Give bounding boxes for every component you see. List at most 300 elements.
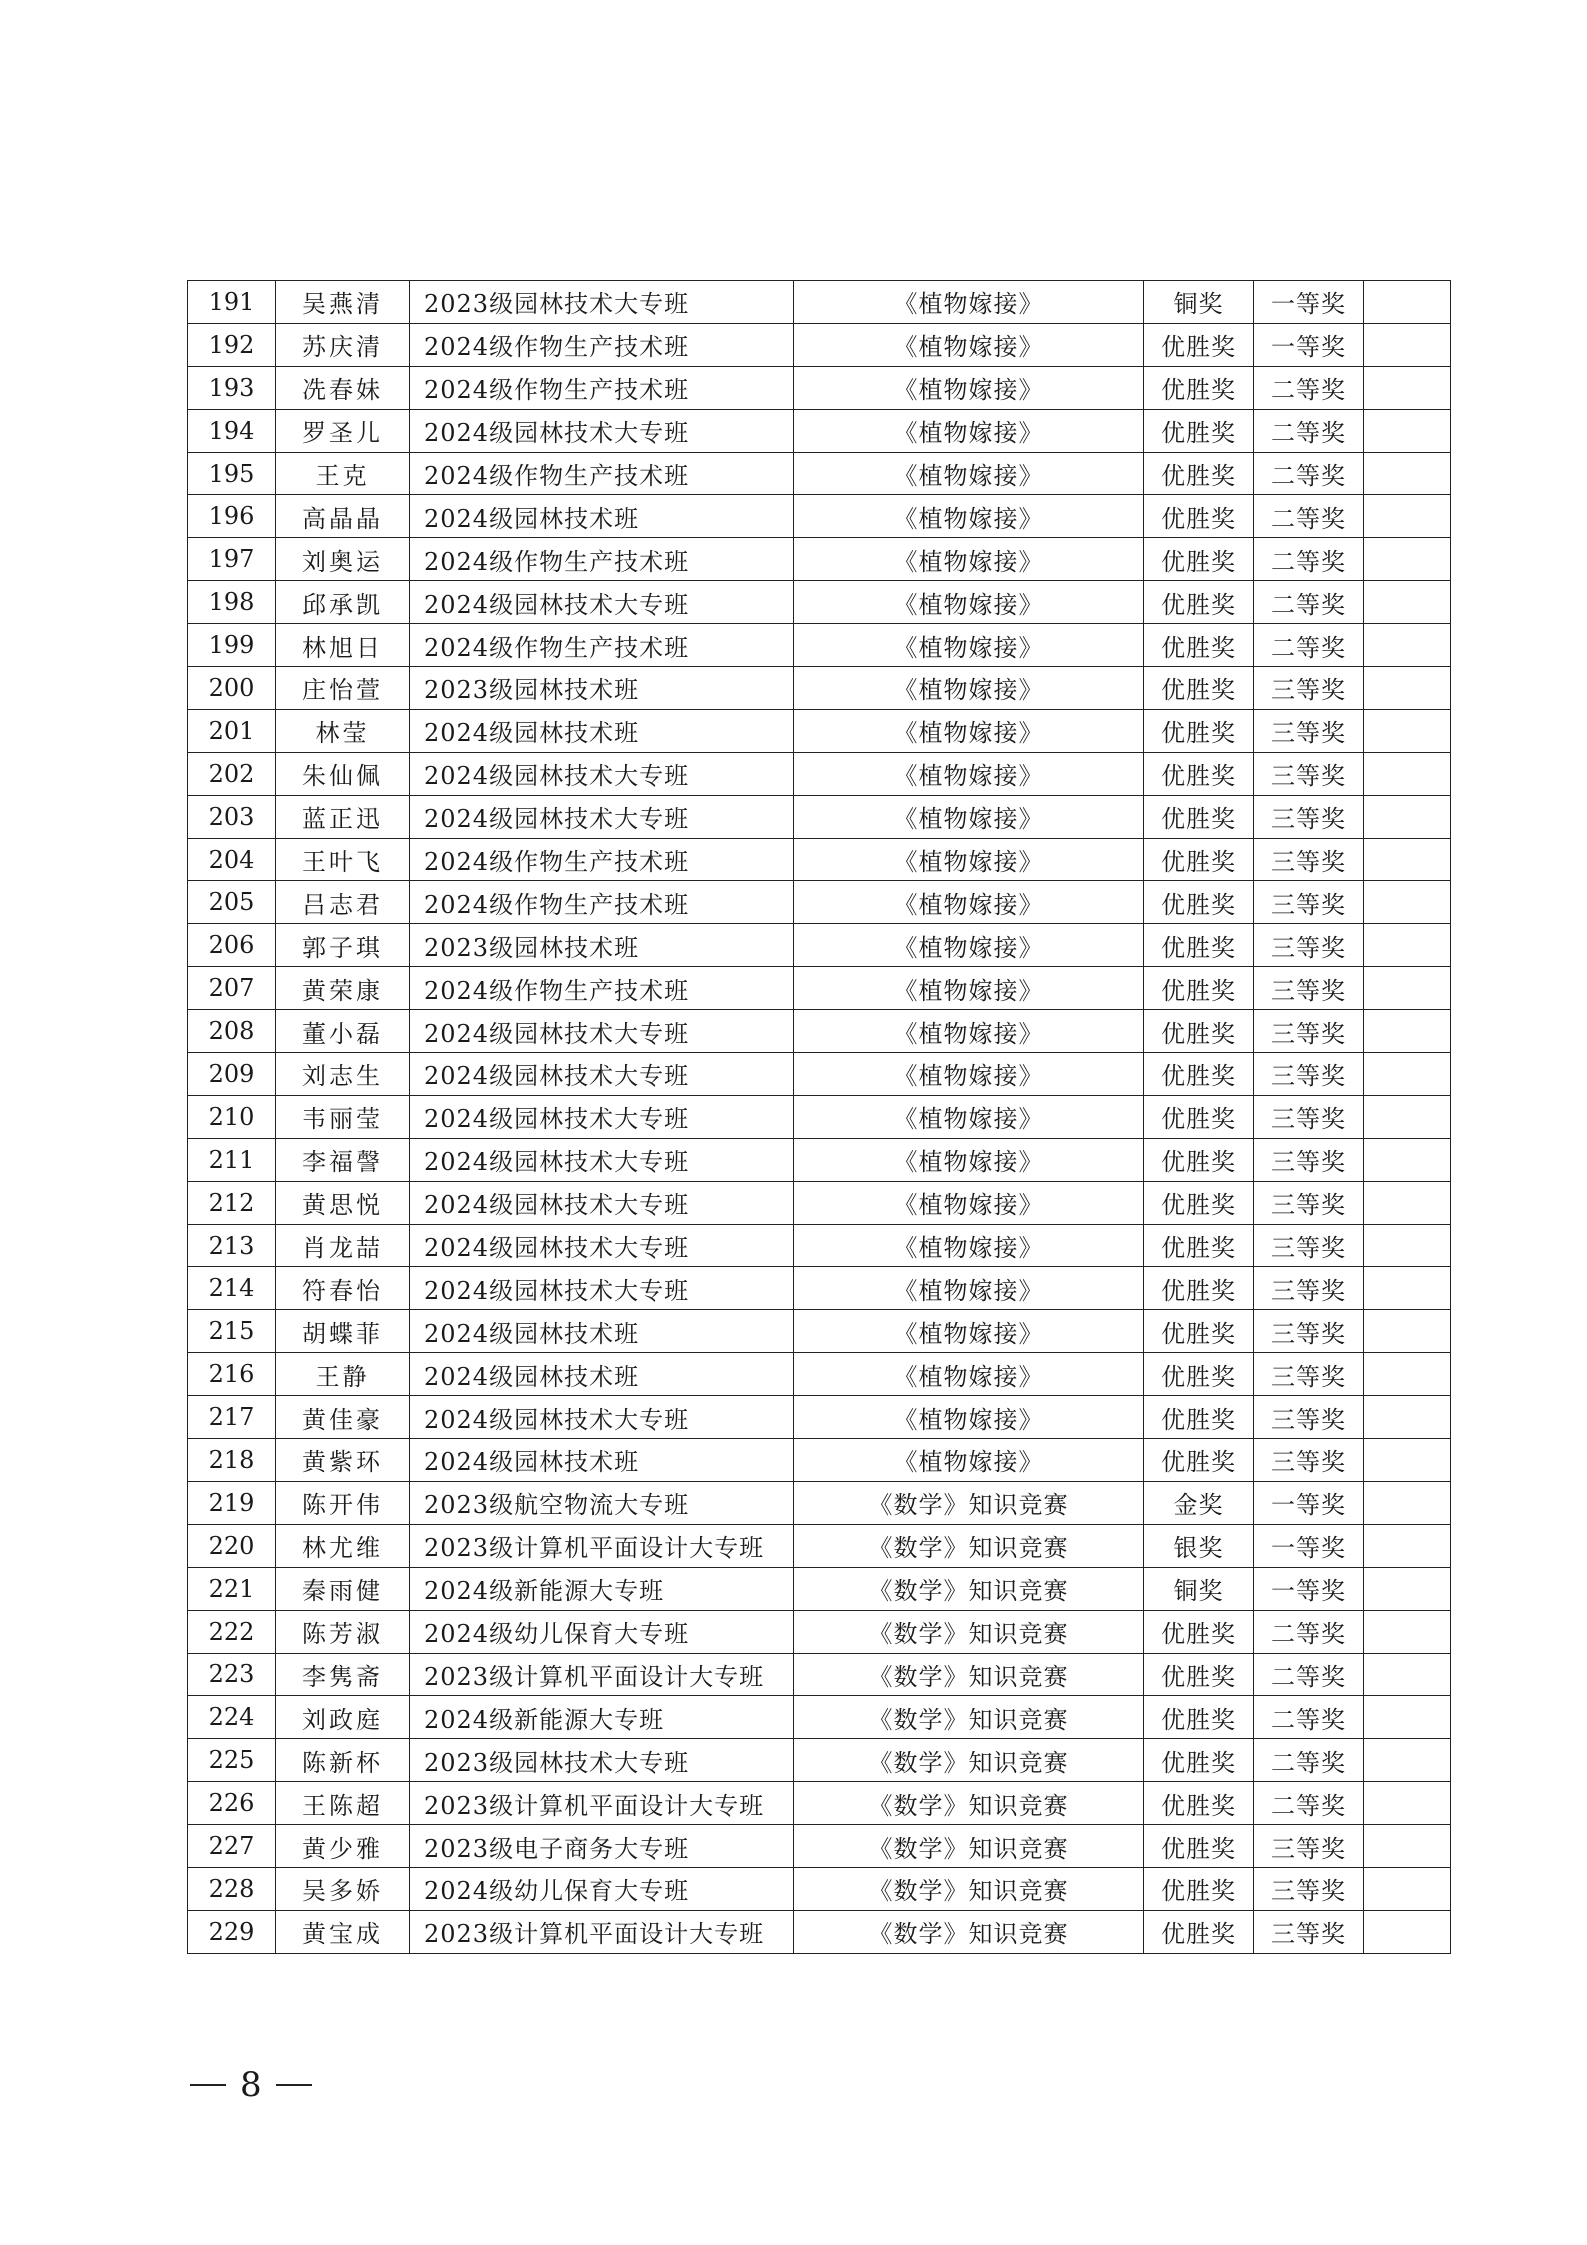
cell-number: 228	[188, 1867, 276, 1910]
cell-name: 刘政庭	[276, 1696, 410, 1739]
cell-class: 2024级作物生产技术班	[410, 967, 794, 1010]
cell-number: 221	[188, 1567, 276, 1610]
cell-award: 优胜奖	[1144, 1181, 1254, 1224]
table-row	[188, 1310, 1451, 1353]
table-row	[188, 881, 1451, 924]
cell-competition: 《植物嫁接》	[794, 1181, 1144, 1224]
cell-name: 陈芳淑	[276, 1610, 410, 1653]
cell-class: 2023级计算机平面设计大专班	[410, 1782, 794, 1825]
cell-class: 2024级园林技术大专班	[410, 795, 794, 838]
cell-award: 优胜奖	[1144, 752, 1254, 795]
table-row	[188, 1095, 1451, 1138]
cell-award: 优胜奖	[1144, 538, 1254, 581]
cell-name: 庄怡萱	[276, 667, 410, 710]
cell-name: 林旭日	[276, 624, 410, 667]
cell-grade: 三等奖	[1254, 881, 1364, 924]
cell-class: 2023级园林技术大专班	[410, 281, 794, 324]
cell-competition: 《植物嫁接》	[794, 1095, 1144, 1138]
cell-number: 201	[188, 709, 276, 752]
cell-number: 199	[188, 624, 276, 667]
table-row	[188, 838, 1451, 881]
cell-grade: 三等奖	[1254, 1867, 1364, 1910]
cell-remark	[1364, 323, 1451, 366]
cell-competition: 《植物嫁接》	[794, 1010, 1144, 1053]
cell-class: 2023级园林技术班	[410, 667, 794, 710]
cell-grade: 一等奖	[1254, 1481, 1364, 1524]
footer-left-dash	[190, 2084, 226, 2086]
cell-class: 2023级电子商务大专班	[410, 1825, 794, 1868]
cell-grade: 一等奖	[1254, 1567, 1364, 1610]
table-row	[188, 1567, 1451, 1610]
cell-grade: 三等奖	[1254, 795, 1364, 838]
cell-number: 229	[188, 1910, 276, 1953]
cell-remark	[1364, 752, 1451, 795]
table-row	[188, 1181, 1451, 1224]
cell-remark	[1364, 1224, 1451, 1267]
cell-grade: 二等奖	[1254, 538, 1364, 581]
cell-grade: 三等奖	[1254, 667, 1364, 710]
cell-number: 200	[188, 667, 276, 710]
cell-number: 205	[188, 881, 276, 924]
cell-award: 优胜奖	[1144, 1439, 1254, 1482]
cell-award: 优胜奖	[1144, 1653, 1254, 1696]
cell-grade: 二等奖	[1254, 1696, 1364, 1739]
cell-competition: 《植物嫁接》	[794, 1224, 1144, 1267]
cell-competition: 《数学》知识竞赛	[794, 1653, 1144, 1696]
cell-competition: 《植物嫁接》	[794, 323, 1144, 366]
cell-number: 223	[188, 1653, 276, 1696]
cell-grade: 三等奖	[1254, 1138, 1364, 1181]
cell-competition: 《植物嫁接》	[794, 838, 1144, 881]
cell-remark	[1364, 1739, 1451, 1782]
cell-remark	[1364, 1053, 1451, 1096]
cell-number: 225	[188, 1739, 276, 1782]
cell-grade: 三等奖	[1254, 752, 1364, 795]
cell-class: 2024级园林技术大专班	[410, 1095, 794, 1138]
cell-grade: 二等奖	[1254, 1653, 1364, 1696]
cell-award: 优胜奖	[1144, 1267, 1254, 1310]
cell-class: 2024级园林技术大专班	[410, 1396, 794, 1439]
cell-number: 206	[188, 924, 276, 967]
cell-grade: 二等奖	[1254, 581, 1364, 624]
cell-name: 黄思悦	[276, 1181, 410, 1224]
table-row	[188, 366, 1451, 409]
cell-award: 金奖	[1144, 1481, 1254, 1524]
cell-competition: 《数学》知识竞赛	[794, 1782, 1144, 1825]
cell-remark	[1364, 1181, 1451, 1224]
cell-award: 优胜奖	[1144, 1696, 1254, 1739]
cell-award: 优胜奖	[1144, 667, 1254, 710]
cell-number: 227	[188, 1825, 276, 1868]
cell-award: 优胜奖	[1144, 1224, 1254, 1267]
cell-competition: 《植物嫁接》	[794, 1439, 1144, 1482]
cell-remark	[1364, 581, 1451, 624]
cell-grade: 二等奖	[1254, 624, 1364, 667]
cell-number: 211	[188, 1138, 276, 1181]
cell-number: 208	[188, 1010, 276, 1053]
cell-remark	[1364, 1267, 1451, 1310]
cell-competition: 《数学》知识竞赛	[794, 1910, 1144, 1953]
cell-class: 2024级园林技术班	[410, 709, 794, 752]
cell-name: 林尤维	[276, 1524, 410, 1567]
cell-number: 215	[188, 1310, 276, 1353]
cell-competition: 《植物嫁接》	[794, 409, 1144, 452]
page-number: 8	[240, 2065, 262, 2105]
cell-grade: 二等奖	[1254, 1610, 1364, 1653]
cell-grade: 二等奖	[1254, 495, 1364, 538]
cell-name: 吴燕清	[276, 281, 410, 324]
cell-competition: 《植物嫁接》	[794, 366, 1144, 409]
cell-award: 优胜奖	[1144, 709, 1254, 752]
cell-award: 优胜奖	[1144, 624, 1254, 667]
cell-class: 2024级新能源大专班	[410, 1696, 794, 1739]
cell-name: 韦丽莹	[276, 1095, 410, 1138]
cell-remark	[1364, 1138, 1451, 1181]
cell-grade: 三等奖	[1254, 838, 1364, 881]
cell-award: 优胜奖	[1144, 495, 1254, 538]
cell-class: 2024级园林技术大专班	[410, 409, 794, 452]
cell-award: 铜奖	[1144, 281, 1254, 324]
cell-remark	[1364, 1653, 1451, 1696]
table-row	[188, 1782, 1451, 1825]
cell-remark	[1364, 281, 1451, 324]
cell-class: 2024级园林技术大专班	[410, 581, 794, 624]
cell-remark	[1364, 667, 1451, 710]
cell-number: 207	[188, 967, 276, 1010]
table-row	[188, 581, 1451, 624]
cell-name: 朱仙佩	[276, 752, 410, 795]
cell-class: 2023级园林技术大专班	[410, 1739, 794, 1782]
cell-number: 220	[188, 1524, 276, 1567]
cell-name: 王克	[276, 452, 410, 495]
cell-award: 优胜奖	[1144, 1910, 1254, 1953]
cell-name: 黄佳豪	[276, 1396, 410, 1439]
cell-competition: 《植物嫁接》	[794, 581, 1144, 624]
cell-competition: 《数学》知识竞赛	[794, 1739, 1144, 1782]
cell-remark	[1364, 366, 1451, 409]
cell-number: 222	[188, 1610, 276, 1653]
cell-class: 2024级园林技术班	[410, 1439, 794, 1482]
table-row	[188, 1825, 1451, 1868]
cell-award: 优胜奖	[1144, 881, 1254, 924]
cell-number: 210	[188, 1095, 276, 1138]
cell-competition: 《数学》知识竞赛	[794, 1867, 1144, 1910]
table-row	[188, 1867, 1451, 1910]
table-body	[188, 281, 1451, 1954]
cell-number: 219	[188, 1481, 276, 1524]
cell-remark	[1364, 1696, 1451, 1739]
cell-class: 2024级作物生产技术班	[410, 452, 794, 495]
cell-name: 刘志生	[276, 1053, 410, 1096]
cell-grade: 二等奖	[1254, 409, 1364, 452]
cell-award: 优胜奖	[1144, 838, 1254, 881]
table-row	[188, 1267, 1451, 1310]
cell-number: 195	[188, 452, 276, 495]
cell-award: 优胜奖	[1144, 795, 1254, 838]
cell-number: 218	[188, 1439, 276, 1482]
cell-class: 2024级园林技术大专班	[410, 1181, 794, 1224]
cell-competition: 《数学》知识竞赛	[794, 1524, 1144, 1567]
table-row	[188, 323, 1451, 366]
cell-competition: 《植物嫁接》	[794, 495, 1144, 538]
cell-grade: 二等奖	[1254, 1739, 1364, 1782]
cell-class: 2024级园林技术班	[410, 1353, 794, 1396]
cell-name: 李隽斋	[276, 1653, 410, 1696]
cell-remark	[1364, 1353, 1451, 1396]
table-row	[188, 624, 1451, 667]
cell-number: 202	[188, 752, 276, 795]
cell-award: 优胜奖	[1144, 581, 1254, 624]
cell-number: 209	[188, 1053, 276, 1096]
cell-name: 秦雨健	[276, 1567, 410, 1610]
cell-grade: 三等奖	[1254, 1825, 1364, 1868]
table-row	[188, 967, 1451, 1010]
cell-name: 高晶晶	[276, 495, 410, 538]
cell-competition: 《数学》知识竞赛	[794, 1696, 1144, 1739]
cell-award: 优胜奖	[1144, 1610, 1254, 1653]
cell-grade: 三等奖	[1254, 1910, 1364, 1953]
cell-class: 2024级园林技术班	[410, 1310, 794, 1353]
cell-name: 黄紫环	[276, 1439, 410, 1482]
cell-class: 2024级园林技术大专班	[410, 752, 794, 795]
table-row	[188, 1439, 1451, 1482]
cell-award: 优胜奖	[1144, 1138, 1254, 1181]
cell-name: 符春怡	[276, 1267, 410, 1310]
cell-name: 苏庆清	[276, 323, 410, 366]
table-row	[188, 1053, 1451, 1096]
cell-remark	[1364, 1524, 1451, 1567]
table-row	[188, 1010, 1451, 1053]
table-row	[188, 1524, 1451, 1567]
table-row	[188, 409, 1451, 452]
cell-name: 肖龙喆	[276, 1224, 410, 1267]
cell-class: 2023级计算机平面设计大专班	[410, 1910, 794, 1953]
cell-name: 林莹	[276, 709, 410, 752]
cell-name: 冼春妹	[276, 366, 410, 409]
cell-remark	[1364, 795, 1451, 838]
cell-grade: 一等奖	[1254, 1524, 1364, 1567]
cell-award: 优胜奖	[1144, 366, 1254, 409]
cell-name: 黄宝成	[276, 1910, 410, 1953]
cell-remark	[1364, 624, 1451, 667]
cell-remark	[1364, 1825, 1451, 1868]
cell-competition: 《数学》知识竞赛	[794, 1567, 1144, 1610]
cell-competition: 《植物嫁接》	[794, 1138, 1144, 1181]
cell-award: 优胜奖	[1144, 1053, 1254, 1096]
cell-number: 214	[188, 1267, 276, 1310]
cell-remark	[1364, 924, 1451, 967]
cell-class: 2024级园林技术大专班	[410, 1010, 794, 1053]
cell-competition: 《植物嫁接》	[794, 924, 1144, 967]
cell-award: 优胜奖	[1144, 1739, 1254, 1782]
table-row	[188, 281, 1451, 324]
cell-class: 2023级计算机平面设计大专班	[410, 1653, 794, 1696]
cell-remark	[1364, 538, 1451, 581]
cell-number: 226	[188, 1782, 276, 1825]
table-row	[188, 795, 1451, 838]
cell-name: 李福謦	[276, 1138, 410, 1181]
cell-name: 黄荣康	[276, 967, 410, 1010]
cell-class: 2024级园林技术大专班	[410, 1138, 794, 1181]
cell-number: 191	[188, 281, 276, 324]
table-row	[188, 1224, 1451, 1267]
table-row	[188, 1610, 1451, 1653]
cell-remark	[1364, 1481, 1451, 1524]
cell-class: 2024级作物生产技术班	[410, 624, 794, 667]
table-row	[188, 924, 1451, 967]
table-row	[188, 667, 1451, 710]
table-row	[188, 1138, 1451, 1181]
cell-name: 陈新杯	[276, 1739, 410, 1782]
cell-remark	[1364, 1910, 1451, 1953]
cell-number: 203	[188, 795, 276, 838]
cell-number: 217	[188, 1396, 276, 1439]
cell-class: 2023级航空物流大专班	[410, 1481, 794, 1524]
cell-remark	[1364, 495, 1451, 538]
cell-remark	[1364, 1567, 1451, 1610]
cell-competition: 《植物嫁接》	[794, 1267, 1144, 1310]
cell-number: 196	[188, 495, 276, 538]
cell-remark	[1364, 1010, 1451, 1053]
cell-award: 银奖	[1144, 1524, 1254, 1567]
cell-name: 陈开伟	[276, 1481, 410, 1524]
cell-grade: 三等奖	[1254, 924, 1364, 967]
cell-remark	[1364, 881, 1451, 924]
cell-remark	[1364, 1782, 1451, 1825]
cell-grade: 二等奖	[1254, 366, 1364, 409]
cell-competition: 《植物嫁接》	[794, 281, 1144, 324]
cell-grade: 三等奖	[1254, 1053, 1364, 1096]
cell-class: 2024级幼儿保育大专班	[410, 1610, 794, 1653]
cell-name: 吴多娇	[276, 1867, 410, 1910]
cell-grade: 三等奖	[1254, 1439, 1364, 1482]
cell-competition: 《植物嫁接》	[794, 1396, 1144, 1439]
cell-class: 2024级幼儿保育大专班	[410, 1867, 794, 1910]
cell-award: 优胜奖	[1144, 924, 1254, 967]
cell-name: 郭子琪	[276, 924, 410, 967]
page-footer	[190, 2065, 312, 2105]
awards-table	[187, 280, 1451, 1954]
cell-name: 蓝正迅	[276, 795, 410, 838]
cell-grade: 一等奖	[1254, 281, 1364, 324]
table-row	[188, 495, 1451, 538]
table-row	[188, 709, 1451, 752]
cell-award: 优胜奖	[1144, 1396, 1254, 1439]
cell-grade: 三等奖	[1254, 709, 1364, 752]
cell-class: 2024级作物生产技术班	[410, 538, 794, 581]
cell-competition: 《植物嫁接》	[794, 881, 1144, 924]
cell-remark	[1364, 1867, 1451, 1910]
cell-competition: 《植物嫁接》	[794, 538, 1144, 581]
cell-competition: 《数学》知识竞赛	[794, 1481, 1144, 1524]
cell-class: 2024级园林技术大专班	[410, 1053, 794, 1096]
cell-number: 212	[188, 1181, 276, 1224]
cell-grade: 二等奖	[1254, 452, 1364, 495]
table-row	[188, 1353, 1451, 1396]
cell-remark	[1364, 452, 1451, 495]
cell-award: 铜奖	[1144, 1567, 1254, 1610]
cell-grade: 三等奖	[1254, 1095, 1364, 1138]
cell-award: 优胜奖	[1144, 323, 1254, 366]
cell-class: 2024级园林技术大专班	[410, 1224, 794, 1267]
table-row	[188, 1396, 1451, 1439]
cell-number: 204	[188, 838, 276, 881]
cell-number: 224	[188, 1696, 276, 1739]
cell-competition: 《植物嫁接》	[794, 452, 1144, 495]
cell-remark	[1364, 1396, 1451, 1439]
cell-grade: 一等奖	[1254, 323, 1364, 366]
cell-number: 197	[188, 538, 276, 581]
cell-number: 194	[188, 409, 276, 452]
cell-remark	[1364, 967, 1451, 1010]
cell-remark	[1364, 1610, 1451, 1653]
cell-award: 优胜奖	[1144, 1095, 1254, 1138]
cell-award: 优胜奖	[1144, 452, 1254, 495]
cell-grade: 二等奖	[1254, 1782, 1364, 1825]
cell-grade: 三等奖	[1254, 1267, 1364, 1310]
cell-class: 2024级作物生产技术班	[410, 323, 794, 366]
cell-grade: 三等奖	[1254, 1181, 1364, 1224]
footer-right-dash	[276, 2084, 312, 2086]
cell-competition: 《植物嫁接》	[794, 967, 1144, 1010]
cell-remark	[1364, 1310, 1451, 1353]
cell-class: 2024级园林技术班	[410, 495, 794, 538]
cell-award: 优胜奖	[1144, 409, 1254, 452]
cell-award: 优胜奖	[1144, 1825, 1254, 1868]
table-row	[188, 452, 1451, 495]
cell-name: 邱承凯	[276, 581, 410, 624]
cell-competition: 《数学》知识竞赛	[794, 1610, 1144, 1653]
cell-remark	[1364, 1095, 1451, 1138]
cell-competition: 《植物嫁接》	[794, 709, 1144, 752]
cell-competition: 《植物嫁接》	[794, 1353, 1144, 1396]
cell-number: 216	[188, 1353, 276, 1396]
cell-class: 2023级计算机平面设计大专班	[410, 1524, 794, 1567]
cell-grade: 三等奖	[1254, 1396, 1364, 1439]
table-row	[188, 752, 1451, 795]
cell-award: 优胜奖	[1144, 1867, 1254, 1910]
cell-competition: 《植物嫁接》	[794, 1310, 1144, 1353]
table-row	[188, 1481, 1451, 1524]
cell-name: 吕志君	[276, 881, 410, 924]
cell-competition: 《植物嫁接》	[794, 667, 1144, 710]
cell-competition: 《数学》知识竞赛	[794, 1825, 1144, 1868]
table-row	[188, 538, 1451, 581]
table-row	[188, 1910, 1451, 1953]
cell-class: 2023级园林技术班	[410, 924, 794, 967]
cell-award: 优胜奖	[1144, 1782, 1254, 1825]
cell-name: 罗圣儿	[276, 409, 410, 452]
cell-name: 王静	[276, 1353, 410, 1396]
cell-competition: 《植物嫁接》	[794, 795, 1144, 838]
cell-remark	[1364, 838, 1451, 881]
cell-name: 董小磊	[276, 1010, 410, 1053]
cell-number: 213	[188, 1224, 276, 1267]
cell-grade: 三等奖	[1254, 1353, 1364, 1396]
cell-class: 2024级园林技术大专班	[410, 1267, 794, 1310]
cell-class: 2024级新能源大专班	[410, 1567, 794, 1610]
cell-name: 黄少雅	[276, 1825, 410, 1868]
cell-remark	[1364, 1439, 1451, 1482]
cell-name: 刘奥运	[276, 538, 410, 581]
cell-class: 2024级作物生产技术班	[410, 838, 794, 881]
cell-class: 2024级作物生产技术班	[410, 366, 794, 409]
cell-award: 优胜奖	[1144, 1310, 1254, 1353]
cell-name: 胡蝶菲	[276, 1310, 410, 1353]
cell-award: 优胜奖	[1144, 1010, 1254, 1053]
cell-award: 优胜奖	[1144, 967, 1254, 1010]
table-row	[188, 1739, 1451, 1782]
